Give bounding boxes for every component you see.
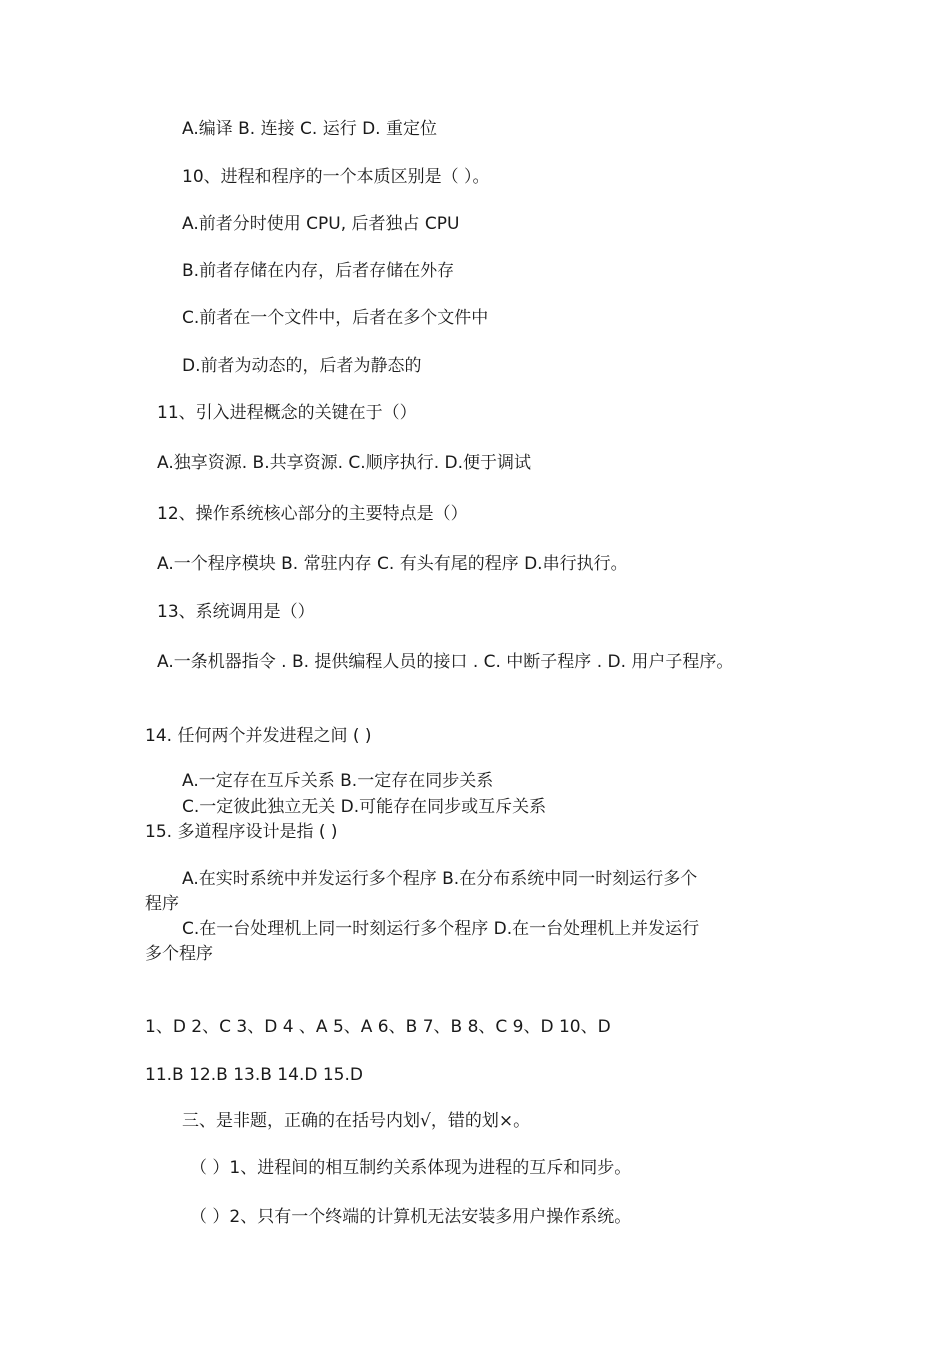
question-10: 10、进程和程序的一个本质区别是（ ）。 (182, 167, 490, 187)
answer-key: 1、D 2、C 3、D 4 、A 5、A 6、B 7、B 8、C 9、D 10、D (145, 1017, 611, 1037)
question-12: 12、操作系统核心部分的主要特点是（） (157, 504, 468, 524)
option-line: B.前者存储在内存，后者存储在外存 (182, 261, 455, 281)
option-line-wrap: 多个程序 (145, 944, 213, 964)
option-line: C.前者在一个文件中，后者在多个文件中 (182, 308, 489, 328)
option-line: A.一定存在互斥关系 B.一定存在同步关系 (182, 771, 494, 791)
question-11: 11、引入进程概念的关键在于（） (157, 403, 417, 423)
option-line: A.编译 B. 连接 C. 运行 D. 重定位 (182, 119, 437, 139)
option-line: C.一定彼此独立无关 D.可能存在同步或互斥关系 (182, 797, 547, 817)
option-line: D.前者为动态的，后者为静态的 (182, 356, 422, 376)
question-15: 15. 多道程序设计是指 ( ) (145, 822, 338, 842)
section-heading: 三、是非题，正确的在括号内划√，错的划×。 (182, 1111, 531, 1131)
question-14: 14. 任何两个并发进程之间 ( ) (145, 726, 372, 746)
true-false-item: （ ）1、进程间的相互制约关系体现为进程的互斥和同步。 (190, 1158, 632, 1178)
true-false-item: （ ）2、只有一个终端的计算机无法安装多用户操作系统。 (190, 1207, 632, 1227)
option-line: A.前者分时使用 CPU, 后者独占 CPU (182, 214, 460, 234)
option-line: A.一个程序模块 B. 常驻内存 C. 有头有尾的程序 D.串行执行。 (157, 554, 628, 574)
option-line: A.一条机器指令 . B. 提供编程人员的接口 . C. 中断子程序 . D. 用户子程序。 (157, 652, 734, 672)
option-line: C.在一台处理机上同一时刻运行多个程序 D.在一台处理机上并发运行 (182, 919, 700, 939)
question-13: 13、系统调用是（） (157, 602, 315, 622)
option-line: A.在实时系统中并发运行多个程序 B.在分布系统中同一时刻运行多个 (182, 869, 698, 889)
answer-key: 11.B 12.B 13.B 14.D 15.D (145, 1065, 363, 1085)
option-line-wrap: 程序 (145, 894, 179, 914)
option-line: A.独享资源. B.共享资源. C.顺序执行. D.便于调试 (157, 453, 531, 473)
